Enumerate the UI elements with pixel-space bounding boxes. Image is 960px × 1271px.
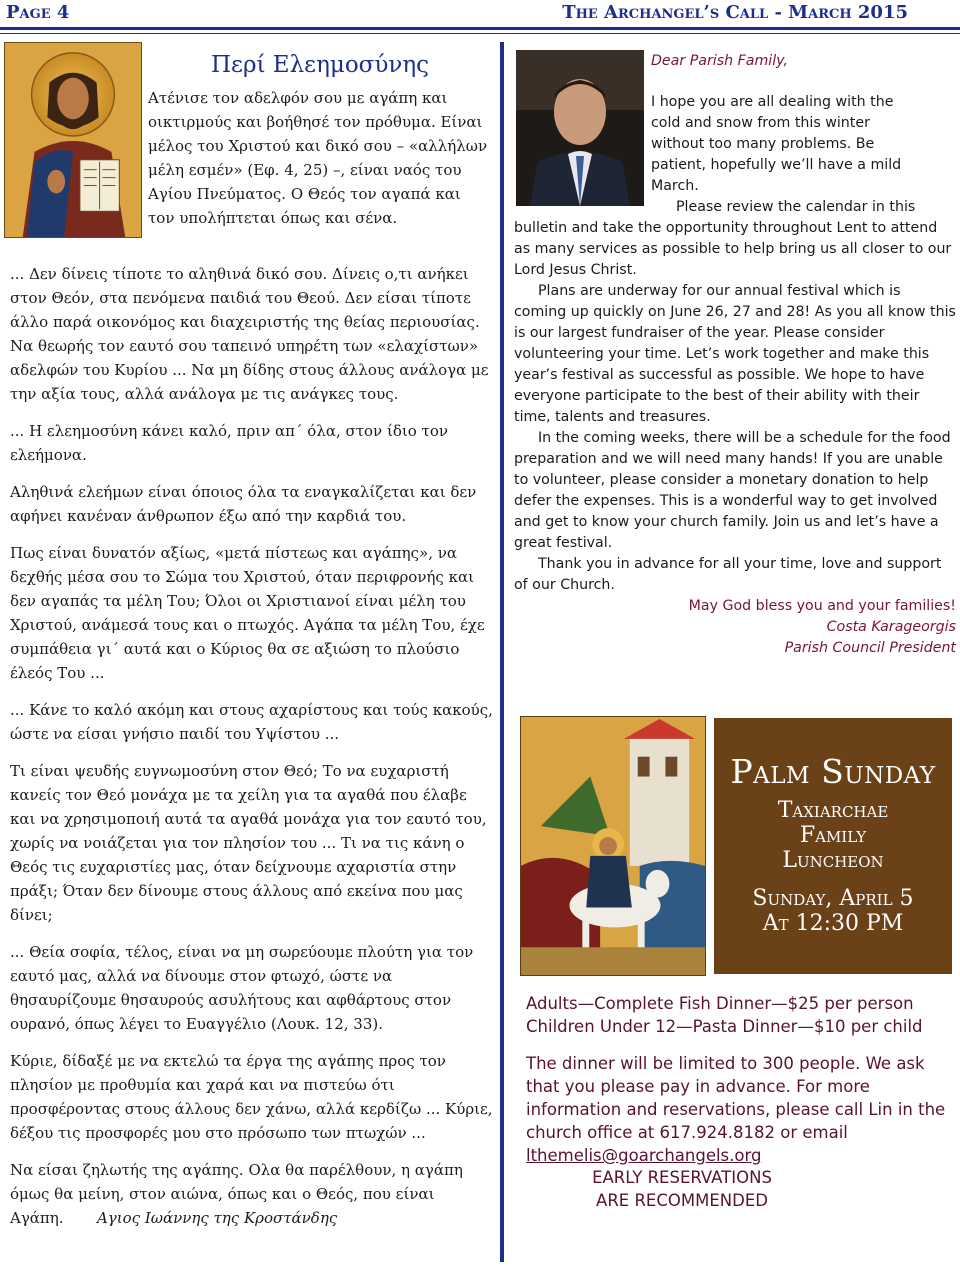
article-paragraph: ... Θεία σοφία, τέλος, είναι να μη σωρεύουμε πλούτη για τον εαυτό μας, αλλά να δίνουμε στον φτωχό, ώστε να θησαυρίζουμε θησαυρούς ασυλήτους και αφθάρτους στον ουρανό, όπως λέγει το Ευαγγέλιο (Λουκ. 12, 33). bbox=[10, 943, 474, 1033]
article-paragraph: ... Η ελεημοσύνη κάνει καλό, πριν απ΄ όλα, στον ίδιο τον ελεήμονα. bbox=[10, 422, 448, 464]
letter-signer: Costa Karageorgis bbox=[826, 619, 956, 635]
letter-line: Please review the calendar in this bbox=[676, 199, 916, 215]
header-rule-thick bbox=[0, 27, 960, 30]
article-lead: Ατένισε τον αδελφόν σου με αγάπη και οικτιρμούς και βοήθησέ τον πρόθυμα. Είναι μέλος του Χριστού και δικό σου – «αλλήλων μέλη εσμέν» (Εφ. 4, 25) –, είναι ναός του Αγίου Πνεύματος. Ο Θεός τον αγαπά και τον υπολήπτεται όπως και σένα. bbox=[148, 89, 488, 227]
palm-when bbox=[714, 886, 952, 936]
luncheon-info bbox=[526, 1052, 956, 1167]
letter-line: I hope you are all dealing with the bbox=[651, 94, 894, 110]
palm-time: At 12:30 PM bbox=[762, 911, 904, 936]
palm-subtitle-line: Family bbox=[799, 823, 867, 848]
early-line-2: ARE RECOMMENDED bbox=[596, 1191, 768, 1210]
palm-subtitle bbox=[714, 798, 952, 873]
parish-letter bbox=[514, 50, 956, 659]
article-closing-text: Να είσαι ζηλωτής της αγάπης. Ολα θα παρέλθουν, η αγάπη όμως θα μείνη, στον αιώνα, όπως και ο Θεός, που είναι Αγάπη. bbox=[10, 1161, 463, 1227]
early-reservations bbox=[526, 1166, 956, 1212]
article-paragraph: ... Κάνε το καλό ακόμη και στους αχαρίστους και τούς κακούς, ώστε να είσαι γνήσιο παιδί του Υψίστου ... bbox=[10, 701, 493, 743]
article-paragraph: Πως είναι δυνατόν αξίως, «μετά πίστεως και αγάπης», να δεχθής μέσα σου το Σώμα του Χριστού, όταν περιφρονής και δεν αγαπάς τα μέλη Του; Όλοι οι Χριστιανοί είναι μέλη του Χριστού, ανάμεσά τους και ο πτωχός. Αγάπα τα μέλη Του, έχε συμπάθεια γι΄ αυτά και ο Κύριος θα σε αξιώση το πλούσιο έλεός Του ... bbox=[10, 544, 485, 682]
letter-blessing: May God bless you and your families! bbox=[688, 598, 956, 614]
header-rule-thin bbox=[0, 33, 960, 34]
article-paragraph: Κύριε, δίδαξέ με να εκτελώ τα έργα της αγάπης προς τον πλησίον με προθυμία και χαρά και να πιστεύω ότι προσφέροντας στους άλλους δεν χάνω, αλλά κερδίζω ... Κύριε, δέξου τις προσφορές μου στο πρόσωπο των πτωχών ... bbox=[10, 1052, 493, 1142]
letter-line: March. bbox=[651, 178, 699, 194]
article-closing bbox=[10, 1158, 494, 1230]
letter-paragraph-thanks: Thank you in advance for all your time, love and support of our Church. bbox=[514, 556, 942, 593]
letter-paragraph-festival: Plans are underway for our annual festival which is coming up quickly on June 26, 27 and 28! As you all know this is our largest fundraiser of the year. Please consider volunteering your time. Let’s work together and make this year’s festival as successful as possible. We hope to have everyone participate to the best of their ability with their time, talents and treasures. bbox=[514, 283, 956, 425]
price-children: Children Under 12—Pasta Dinner—$10 per child bbox=[526, 1017, 923, 1036]
palm-sunday-icon bbox=[520, 716, 706, 976]
article-paragraph: Τι είναι ψευδής ευγνωμοσύνη στον Θεό; Το να ευχαριστή κανείς τον Θεό μονάχα με τα χείλη για τα αγαθά που έλαβε και να χρησιμοποιή αυτά τα αγαθά μονάχα για τον εαυτό του, χωρίς να νοιάζεται για τον πλησίον του ... Τι να τις κάνη ο Θεός τις ευχαριστίες μας, όταν δείχνουμε αχαριστία στην πράξι; Όταν δεν δίνουμε στους άλλους από εκείνα που μας δίνει; bbox=[10, 762, 487, 924]
letter-line: patient, hopefully we’ll have a mild bbox=[651, 157, 902, 173]
palm-subtitle-line: Taxiarchae bbox=[777, 798, 889, 823]
early-line-1: EARLY RESERVATIONS bbox=[592, 1168, 772, 1187]
article-paragraph: Αληθινά ελεήμων είναι όποιος όλα τα εναγκαλίζεται και δεν αφήνει κανέναν άνθρωπον έξω από την καρδιά του. bbox=[10, 483, 477, 525]
christ-pantocrator-icon bbox=[4, 42, 142, 238]
letter-signer-title: Parish Council President bbox=[784, 640, 956, 656]
palm-date: Sunday, April 5 bbox=[752, 886, 914, 911]
article-body bbox=[10, 262, 494, 1242]
page-number: Page 4 bbox=[6, 2, 70, 23]
palm-title: Palm Sunday bbox=[730, 752, 936, 791]
page-header bbox=[6, 2, 954, 26]
article-paragraph: ... Δεν δίνεις τίποτε το αληθινά δικό σου. Δίνεις ο,τι ανήκει στον Θεόν, στα πενόμενα παιδιά του Θεού. Δεν είσαι τίποτε άλλο παρά οικονόμος και διαχειριστής της θείας περιουσίας. Να θεωρής τον εαυτό σου ταπεινό υπηρέτη των «ελαχίστων» αδελφών του Κυρίου ... Να μη δίδης στους άλλους ανάλογα με την αξία τους, αλλά ανάλογα με τις ανάγκες τους. bbox=[10, 265, 489, 403]
letter-salutation: Dear Parish Family, bbox=[651, 53, 788, 69]
article-title: Περί Ελεημοσύνης bbox=[210, 52, 429, 78]
palm-subtitle-line: Luncheon bbox=[782, 848, 884, 873]
letter-line: without too many problems. Be bbox=[651, 136, 875, 152]
newsletter-title: The Archangel’s Call - March 2015 bbox=[562, 2, 908, 23]
luncheon-info-text: The dinner will be limited to 300 people. We ask that you please pay in advance. For more information and reservations, please call Lin in the church office at 617.924.8182 or email bbox=[526, 1054, 946, 1142]
price-adults: Adults—Complete Fish Dinner—$25 per person bbox=[526, 994, 914, 1013]
letter-paragraph-schedule: In the coming weeks, there will be a schedule for the food preparation and we will need many hands! If you are unable to volunteer, please consider a monetary donation to help defer the expenses. This is a wonderful way to get involved and get to know your church family. Join us and let’s have a great festival. bbox=[514, 430, 951, 551]
email-link[interactable]: lthemelis@goarchangels.org bbox=[526, 1146, 762, 1165]
letter-line: cold and snow from this winter bbox=[651, 115, 870, 131]
article-signature: Αγιος Ιωάννης της Κροστάνδης bbox=[96, 1209, 338, 1227]
column-divider bbox=[500, 42, 504, 1262]
letter-paragraph-calendar: bulletin and take the opportunity throughout Lent to attend as many services as possible to help bring us all closer to our Lord Jesus Christ. bbox=[514, 220, 952, 278]
luncheon-prices bbox=[526, 992, 956, 1038]
palm-sunday-banner bbox=[714, 718, 952, 974]
